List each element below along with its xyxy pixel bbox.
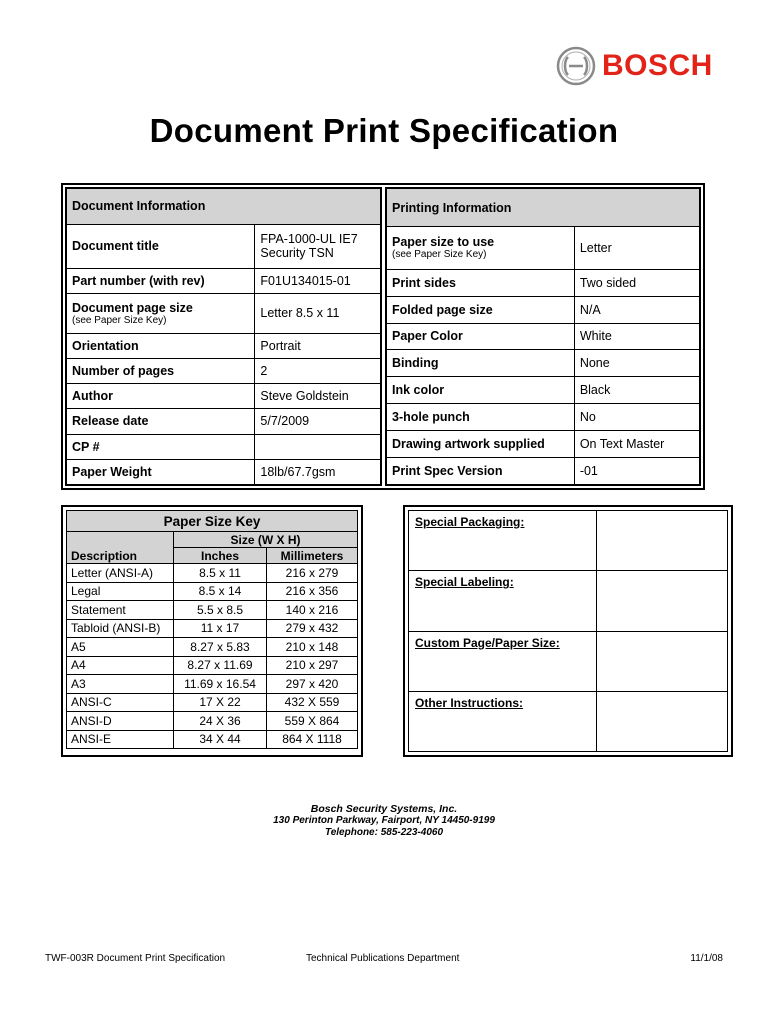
paper-color-label xyxy=(387,323,575,350)
author-label xyxy=(67,384,255,409)
company-name: Bosch Security Systems, Inc. xyxy=(310,803,458,815)
special-row-special-packaging xyxy=(409,511,728,571)
page-title: Document Print Specification xyxy=(149,112,619,149)
paper-color-label-text: Paper Color xyxy=(392,329,463,344)
info-row-orientation xyxy=(67,333,381,358)
info-row-folded-page-size xyxy=(387,296,700,323)
document-page-size-value: Letter 8.5 x 11 xyxy=(255,293,381,333)
3-hole-punch-label-text: 3-hole punch xyxy=(392,410,470,425)
company-block xyxy=(0,803,768,839)
folded-page-size-label xyxy=(387,296,575,323)
paper-size-row xyxy=(67,712,358,731)
print-spec-version-value: -01 xyxy=(574,458,699,485)
special-labeling-value xyxy=(597,571,728,631)
company-phone: Telephone: 585-223-4060 xyxy=(324,827,444,838)
info-row-paper-color xyxy=(387,323,700,350)
info-row-document-page-size xyxy=(67,293,381,333)
info-row-release-date xyxy=(67,409,381,434)
bosch-armature-icon xyxy=(556,46,596,86)
3-hole-punch-value: No xyxy=(574,404,699,431)
special-row-custom-page-paper-size xyxy=(409,631,728,691)
document-information-table xyxy=(66,188,381,485)
printing-information-header: Printing Information xyxy=(387,189,700,227)
paper-size-millimeters-cell: 864 X 1118 xyxy=(267,730,358,749)
document-information-header: Document Information xyxy=(67,189,381,225)
paper-weight-value: 18lb/67.7gsm xyxy=(255,459,381,484)
cp-value xyxy=(255,434,381,459)
paper-size-to-use-value: Letter xyxy=(574,227,699,269)
binding-value: None xyxy=(574,350,699,377)
paper-size-description-cell: Letter (ANSI-A) xyxy=(67,564,174,583)
document-title-value: FPA-1000-UL IE7 Security TSN xyxy=(255,224,381,268)
paper-size-row xyxy=(67,564,358,583)
paper-size-inches-cell: 17 X 22 xyxy=(174,693,267,712)
binding-label-text: Binding xyxy=(392,356,439,371)
drawing-artwork-supplied-label xyxy=(387,431,575,458)
print-sides-value: Two sided xyxy=(574,269,699,296)
3-hole-punch-label xyxy=(387,404,575,431)
release-date-value: 5/7/2009 xyxy=(255,409,381,434)
special-row-special-labeling xyxy=(409,571,728,631)
footer-date: 11/1/08 xyxy=(690,953,723,964)
paper-size-description-cell: ANSI-E xyxy=(67,730,174,749)
brand-name: BOSCH xyxy=(602,49,713,82)
paper-size-millimeters-cell: 559 X 864 xyxy=(267,712,358,731)
release-date-label xyxy=(67,409,255,434)
paper-size-row xyxy=(67,601,358,620)
number-of-pages-label xyxy=(67,358,255,383)
custom-page-paper-size-label: Custom Page/Paper Size: xyxy=(409,631,597,691)
info-table-frame xyxy=(61,183,705,490)
folded-page-size-label-text: Folded page size xyxy=(392,302,493,317)
special-packaging-value xyxy=(597,511,728,571)
cp-label xyxy=(67,434,255,459)
custom-page-paper-size-value xyxy=(597,631,728,691)
document-page-size-label-text: Document page size xyxy=(72,300,193,315)
print-sides-label xyxy=(387,269,575,296)
paper-size-inches-cell: 5.5 x 8.5 xyxy=(174,601,267,620)
paper-size-description-cell: ANSI-C xyxy=(67,693,174,712)
special-row-other-instructions xyxy=(409,691,728,751)
paper-size-row xyxy=(67,638,358,657)
orientation-value: Portrait xyxy=(255,333,381,358)
paper-size-row xyxy=(67,582,358,601)
ink-color-value: Black xyxy=(574,377,699,404)
print-spec-version-label xyxy=(387,458,575,485)
paper-size-inches-cell: 34 X 44 xyxy=(174,730,267,749)
paper-size-inches-cell: 11.69 x 16.54 xyxy=(174,675,267,694)
paper-size-row xyxy=(67,656,358,675)
paper-size-inches-cell: 8.5 x 14 xyxy=(174,582,267,601)
print-spec-version-label-text: Print Spec Version xyxy=(392,464,503,479)
ink-color-label-text: Ink color xyxy=(392,383,445,398)
paper-size-millimeters-cell: 432 X 559 xyxy=(267,693,358,712)
part-number-with-rev-label xyxy=(67,268,255,293)
description-column-header: Description xyxy=(67,532,174,564)
paper-size-row xyxy=(67,619,358,638)
paper-size-row xyxy=(67,693,358,712)
orientation-label xyxy=(67,333,255,358)
other-instructions-label: Other Instructions: xyxy=(409,691,597,751)
info-row-ink-color xyxy=(387,377,700,404)
cp-label-text: CP # xyxy=(72,439,100,454)
paper-size-millimeters-cell: 297 x 420 xyxy=(267,675,358,694)
paper-size-description-cell: Tabloid (ANSI-B) xyxy=(67,619,174,638)
info-row-drawing-artwork-supplied xyxy=(387,431,700,458)
paper-size-millimeters-cell: 210 x 148 xyxy=(267,638,358,657)
info-row-3-hole-punch xyxy=(387,404,700,431)
paper-size-to-use-label xyxy=(387,227,575,269)
author-value: Steve Goldstein xyxy=(255,384,381,409)
info-row-part-number-with-rev xyxy=(67,268,381,293)
paper-size-to-use-label-note: (see Paper Size Key) xyxy=(392,249,487,261)
paper-size-row xyxy=(67,675,358,694)
document-page-size-label xyxy=(67,293,255,333)
special-instructions-frame xyxy=(403,505,733,757)
bosch-logo xyxy=(556,45,713,87)
info-row-binding xyxy=(387,350,700,377)
paper-size-inches-cell: 8.5 x 11 xyxy=(174,564,267,583)
info-row-paper-size-to-use xyxy=(387,227,700,269)
printing-information-section xyxy=(385,187,701,486)
paper-size-inches-cell: 24 X 36 xyxy=(174,712,267,731)
special-labeling-label: Special Labeling: xyxy=(409,571,597,631)
document-title-label-text: Document title xyxy=(72,239,159,254)
paper-size-key-frame xyxy=(61,505,363,757)
size-column-header: Size (W X H) xyxy=(174,532,358,548)
paper-size-description-cell: ANSI-D xyxy=(67,712,174,731)
company-address: 130 Perinton Parkway, Fairport, NY 14450-9199 xyxy=(273,815,495,826)
info-row-print-sides xyxy=(387,269,700,296)
info-row-paper-weight xyxy=(67,459,381,484)
paper-weight-label-text: Paper Weight xyxy=(72,464,152,479)
footer-form-id: TWF-003R Document Print Specification xyxy=(45,953,226,964)
paper-size-millimeters-cell: 216 x 356 xyxy=(267,582,358,601)
paper-size-description-cell: Statement xyxy=(67,601,174,620)
paper-size-inches-cell: 11 x 17 xyxy=(174,619,267,638)
number-of-pages-label-text: Number of pages xyxy=(72,363,175,378)
footer-department: Technical Publications Department xyxy=(306,953,460,964)
paper-size-description-cell: A5 xyxy=(67,638,174,657)
part-number-with-rev-value: F01U134015-01 xyxy=(255,268,381,293)
paper-size-description-cell: A4 xyxy=(67,656,174,675)
orientation-label-text: Orientation xyxy=(72,338,139,353)
paper-size-to-use-label-text: Paper size to use xyxy=(392,235,495,250)
drawing-artwork-supplied-label-text: Drawing artwork supplied xyxy=(392,437,545,452)
release-date-label-text: Release date xyxy=(72,414,149,429)
info-row-document-title xyxy=(67,224,381,268)
paper-size-key-title: Paper Size Key xyxy=(67,511,358,532)
paper-size-inches-cell: 8.27 x 5.83 xyxy=(174,638,267,657)
paper-size-key-table xyxy=(66,510,358,749)
printing-information-table xyxy=(386,188,700,485)
print-sides-label-text: Print sides xyxy=(392,275,456,290)
drawing-artwork-supplied-value: On Text Master xyxy=(574,431,699,458)
millimeters-column-header: Millimeters xyxy=(267,548,358,564)
document-title-label xyxy=(67,224,255,268)
info-row-cp xyxy=(67,434,381,459)
paper-weight-label xyxy=(67,459,255,484)
paper-color-value: White xyxy=(574,323,699,350)
paper-size-inches-cell: 8.27 x 11.69 xyxy=(174,656,267,675)
paper-size-millimeters-cell: 140 x 216 xyxy=(267,601,358,620)
paper-size-description-cell: Legal xyxy=(67,582,174,601)
paper-size-millimeters-cell: 279 x 432 xyxy=(267,619,358,638)
paper-size-millimeters-cell: 210 x 297 xyxy=(267,656,358,675)
paper-size-row xyxy=(67,730,358,749)
number-of-pages-value: 2 xyxy=(255,358,381,383)
document-page-size-label-note: (see Paper Size Key) xyxy=(72,314,167,326)
special-instructions-table xyxy=(408,510,728,752)
ink-color-label xyxy=(387,377,575,404)
inches-column-header: Inches xyxy=(174,548,267,564)
folded-page-size-value: N/A xyxy=(574,296,699,323)
info-row-print-spec-version xyxy=(387,458,700,485)
author-label-text: Author xyxy=(72,389,113,404)
part-number-with-rev-label-text: Part number (with rev) xyxy=(72,273,205,288)
special-packaging-label: Special Packaging: xyxy=(409,511,597,571)
binding-label xyxy=(387,350,575,377)
info-row-author xyxy=(67,384,381,409)
other-instructions-value xyxy=(597,691,728,751)
info-row-number-of-pages xyxy=(67,358,381,383)
paper-size-millimeters-cell: 216 x 279 xyxy=(267,564,358,583)
paper-size-description-cell: A3 xyxy=(67,675,174,694)
document-information-section xyxy=(65,187,382,486)
